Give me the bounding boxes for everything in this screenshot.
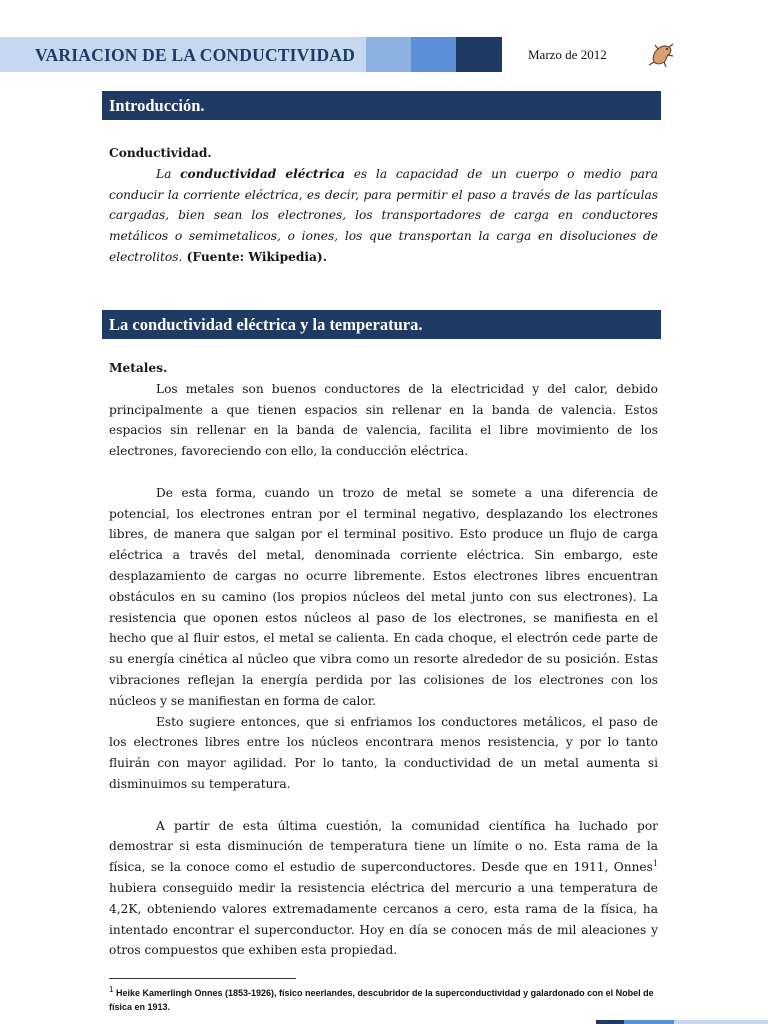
text-run: es la capacidad de un cuerpo o medio para conducir la corriente eléctrica, es decir, para permitir el paso a través de las partículas cargadas, bien sean los electrones, los transportadores de carga en conductores metálicos o semimetalicos, o iones, los que transportan la carga en disoluciones de electrolitos. bbox=[109, 166, 658, 264]
lizard-logo-icon bbox=[646, 40, 676, 70]
footer-color-bar bbox=[596, 1020, 768, 1024]
paragraph: Los metales son buenos conductores de la electricidad y del calor, debido principalmente a que tienen espacios sin rellenar en la banda de valencia. Estos espacios sin rellenar en la banda de valencia, facilita el libre movimiento de los electrones, favoreciendo con ello, la conducción eléctrica. bbox=[109, 381, 658, 459]
metales-body bbox=[109, 358, 658, 961]
paragraph bbox=[109, 816, 658, 962]
document-title: VARIACION DE LA CONDUCTIVIDAD bbox=[35, 45, 356, 65]
document-date: Marzo de 2012 bbox=[528, 47, 607, 62]
paragraph: De esta forma, cuando un trozo de metal se somete a una diferencia de potencial, los electrones entran por el terminal negativo, desplazando los electrones libres, de manera que salgan por el terminal positivo. Esto produce un flujo de carga eléctrica a través del metal, denominada corriente eléctrica. Sin embargo, este desplazamiento de cargas no ocurre libremente. Estos electrones libres encuentran obstáculos en su camino (los propios núcleos del metal junto con sus electrones). La resistencia que oponen estos núcleos al paso de los electrones, se manifiesta en el hecho que al fluir estos, el metal se calienta. En cada choque, el electrón cede parte de su energía cinética al núcleo que vibra como un resorte alrededor de su posición. Estas vibraciones reflejan la energía perdida por las colisiones de los electrones con los núcleos y se manifiestan en forma de calor. bbox=[109, 485, 658, 708]
paragraph: Esto sugiere entonces, que si enfriamos los conductores metálicos, el paso de los electrones libres entre los núcleos encontrara menos resistencia, y por lo tanto fluirán con mayor agilidad. Por lo tanto, la conductividad de un metal aumenta si disminuimos su temperatura. bbox=[109, 714, 658, 791]
footnote-marker[interactable]: 1 bbox=[652, 859, 658, 869]
subheading-conductividad: Conductividad. bbox=[109, 146, 212, 160]
source-citation: (Fuente: Wikipedia). bbox=[182, 249, 327, 264]
paragraph-spacer bbox=[109, 462, 658, 483]
footnote-number: 1 bbox=[109, 985, 114, 994]
paragraph bbox=[109, 164, 658, 268]
text-run: A partir de esta última cuestión, la comunidad científica ha luchado por demostrar si esta disminución de temperatura tiene un límite o no. Esta rama de la física, se la conoce como el estudio de superconductores. Desde que en 1911, Onnes bbox=[109, 818, 658, 875]
footnote-text: Heike Kamerlingh Onnes (1853-1926), físico neerlandes, descubridor de la superconductividad y galardonado con el Nobel de física en 1913. bbox=[109, 988, 654, 1012]
footnote-separator bbox=[109, 978, 296, 979]
footer-color-block bbox=[596, 1020, 624, 1024]
footer-color-block bbox=[674, 1020, 768, 1024]
text-run: hubiera conseguido medir la resistencia eléctrica del mercurio a una temperatura de 4,2K, obteniendo valores extremadamente cercanos a cero, esta rama de la física, ha intentado encontrar el superconductor. Hoy en día se conocen más de mil aleaciones y otros compuestos que exhiben esta propiedad. bbox=[109, 880, 658, 958]
intro-body bbox=[109, 143, 658, 268]
text-run: La bbox=[156, 166, 181, 181]
footnote bbox=[109, 986, 658, 1014]
paragraph-spacer bbox=[109, 795, 658, 816]
header-color-block bbox=[366, 37, 411, 72]
subheading-metales: Metales. bbox=[109, 361, 168, 375]
defined-term: conductividad eléctrica bbox=[180, 166, 345, 181]
footer-color-block bbox=[624, 1020, 674, 1024]
section-heading-introduccion: Introducción. bbox=[102, 91, 661, 120]
header-color-block bbox=[456, 37, 502, 72]
page-header bbox=[0, 37, 768, 72]
header-color-block bbox=[411, 37, 456, 72]
section-heading-temperatura: La conductividad eléctrica y la temperatura. bbox=[102, 310, 661, 339]
